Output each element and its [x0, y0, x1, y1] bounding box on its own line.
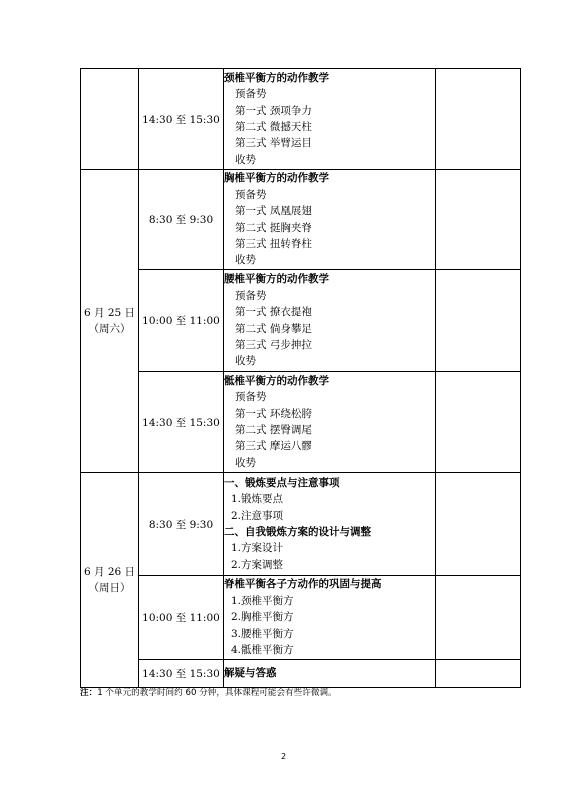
- session-item: 第一式 凤凰展翅: [235, 205, 312, 218]
- session-subtitle: 二、自我锻炼方案的设计与调整: [224, 526, 371, 538]
- session-item: 1.颈椎平衡方: [231, 594, 294, 607]
- table-row: [81, 69, 521, 170]
- session-title: 解疑与答惑: [224, 667, 277, 680]
- footnote-text: 1 个单元的教学时间约 60 分钟，具体课程可能会有些许微调。: [97, 688, 337, 698]
- session-item: 第二式 倘身攀足: [235, 322, 312, 335]
- session-title: 腰椎平衡方的动作教学: [224, 273, 329, 286]
- session-item: 第一式 撩衣提袍: [235, 306, 312, 319]
- note-cell: [436, 660, 521, 688]
- time-cell: 14:30 至 15:30: [139, 660, 224, 688]
- note-cell: [436, 473, 521, 576]
- page-number: 2: [280, 752, 287, 761]
- session-item: 3.腰椎平衡方: [231, 627, 294, 640]
- session-item: 收势: [235, 254, 256, 267]
- session-item: 预备势: [235, 188, 267, 201]
- table-row: [81, 473, 521, 576]
- weekday-label: （周六）: [88, 323, 131, 335]
- session-content: [224, 69, 436, 170]
- note-cell: [436, 170, 521, 270]
- time-cell: 8:30 至 9:30: [139, 170, 224, 270]
- schedule-table: [80, 68, 521, 688]
- session-item: 第一式 环绕松胯: [235, 407, 312, 420]
- footnote-label: 注：: [80, 688, 98, 698]
- session-item: 4.骶椎平衡方: [231, 644, 294, 657]
- session-content: [224, 270, 436, 372]
- session-item: 第一式 颈项争力: [235, 104, 312, 117]
- session-title: 颈椎平衡方的动作教学: [224, 71, 329, 84]
- session-title: 一、锻炼要点与注意事项: [224, 476, 340, 489]
- time-cell: 14:30 至 15:30: [139, 69, 224, 170]
- session-item: 第三式 举臂运目: [235, 137, 312, 150]
- date-cell: [81, 170, 139, 473]
- session-content: [224, 170, 436, 270]
- note-cell: [436, 372, 521, 473]
- session-item: 预备势: [235, 391, 267, 404]
- session-item: 1.方案设计: [231, 542, 284, 555]
- session-item: 1.锻炼要点: [231, 493, 284, 506]
- footnote: [80, 686, 337, 698]
- session-item: 收势: [235, 355, 256, 368]
- note-cell: [436, 69, 521, 170]
- date-label: 6 月 26 日: [83, 566, 136, 578]
- table-row: [81, 660, 521, 688]
- date-cell: [81, 69, 139, 170]
- session-item: 第三式 扭转脊柱: [235, 237, 312, 250]
- time-cell: 10:00 至 11:00: [139, 270, 224, 372]
- session-item: 第二式 挺胸夹脊: [235, 221, 312, 234]
- table-row: [81, 270, 521, 372]
- session-item: 第三式 摩运八髎: [235, 440, 312, 453]
- table-row: [81, 576, 521, 660]
- session-item: 2.方案调整: [231, 558, 284, 571]
- note-cell: [436, 576, 521, 660]
- session-title: 脊椎平衡各子方动作的巩固与提高: [224, 578, 382, 591]
- session-item: 第二式 摆臀调尾: [235, 424, 312, 436]
- session-title: 骶椎平衡方的动作教学: [224, 374, 329, 387]
- session-item: 2.注意事项: [231, 509, 284, 522]
- weekday-label: （周日）: [88, 582, 131, 594]
- table-row: [81, 372, 521, 473]
- session-content: [224, 473, 436, 576]
- session-item: 预备势: [235, 88, 267, 101]
- date-label: 6 月 25 日: [83, 307, 136, 319]
- session-item: 预备势: [235, 289, 267, 302]
- session-item: 收势: [235, 456, 256, 469]
- date-cell: [81, 473, 139, 688]
- time-cell: 14:30 至 15:30: [139, 372, 224, 473]
- session-item: 收势: [235, 153, 256, 166]
- table-row: [81, 170, 521, 270]
- session-item: 2.胸椎平衡方: [231, 611, 294, 624]
- time-cell: 8:30 至 9:30: [139, 473, 224, 576]
- session-item: 第三式 弓步抻拉: [235, 338, 312, 351]
- session-title: 胸椎平衡方的动作教学: [224, 172, 329, 185]
- session-item: 第二式 微撼天柱: [235, 121, 312, 133]
- time-cell: 10:00 至 11:00: [139, 576, 224, 660]
- session-content: [224, 576, 436, 660]
- session-content: [224, 372, 436, 473]
- session-content: [224, 660, 436, 688]
- note-cell: [436, 270, 521, 372]
